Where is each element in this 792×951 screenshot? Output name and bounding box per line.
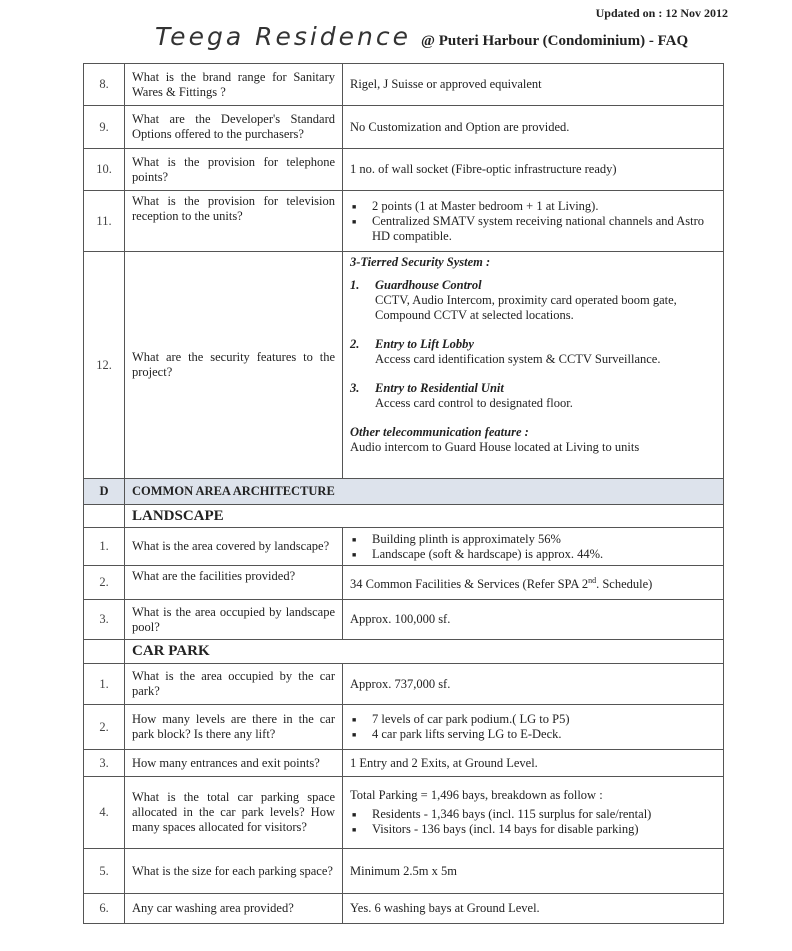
- answer-lead: Total Parking = 1,496 bays, breakdown as follow :: [350, 788, 603, 802]
- page-header: [155, 22, 688, 51]
- table-row: [84, 849, 724, 894]
- row-number: 3.: [84, 750, 125, 777]
- answer-list: [350, 712, 716, 742]
- row-number: 3.: [84, 600, 125, 640]
- table-row: [84, 106, 724, 149]
- answer-list: [350, 199, 716, 244]
- row-number: 1.: [84, 664, 125, 705]
- page-subtitle: @ Puteri Harbour (Condominium) - FAQ: [421, 33, 689, 49]
- table-row: [84, 149, 724, 191]
- item-title: Entry to Residential Unit: [375, 381, 504, 395]
- row-number: 10.: [84, 149, 125, 191]
- answer: Approx. 737,000 sf.: [343, 664, 724, 705]
- list-item: ■ 4 car park lifts serving LG to E-Deck.: [372, 727, 716, 742]
- other-feature-description: Audio intercom to Guard House located at Living to units: [350, 440, 640, 454]
- item-title: Guardhouse Control: [375, 278, 482, 292]
- table-row: [84, 528, 724, 566]
- row-number: 6.: [84, 894, 125, 924]
- subsection-header: [84, 640, 724, 664]
- table-row: [84, 750, 724, 777]
- row-number: 8.: [84, 64, 125, 106]
- answer: [343, 777, 724, 849]
- answer-list: [350, 532, 716, 562]
- list-item: ■ Visitors - 136 bays (incl. 14 bays for disable parking): [372, 822, 716, 837]
- table-row: [84, 64, 724, 106]
- question: What is the area occupied by the car park?: [125, 664, 343, 705]
- answer: 1 Entry and 2 Exits, at Ground Level.: [343, 750, 724, 777]
- section-title: COMMON AREA ARCHITECTURE: [125, 479, 724, 505]
- table-row: [84, 600, 724, 640]
- answer: [343, 252, 724, 479]
- answer-list: [350, 807, 716, 837]
- subsection-title: CAR PARK: [125, 640, 724, 664]
- item-description: Access card identification system & CCTV Surveillance.: [375, 352, 661, 366]
- row-number: 12.: [84, 252, 125, 479]
- faq-table: [83, 63, 724, 924]
- question: How many levels are there in the car park block? Is there any lift?: [125, 705, 343, 750]
- question: What are the facilities provided?: [125, 566, 343, 600]
- table-row: [84, 566, 724, 600]
- question: What is the area covered by landscape?: [125, 528, 343, 566]
- answer: 1 no. of wall socket (Fibre-optic infrastructure ready): [343, 149, 724, 191]
- item-number: 2.: [350, 337, 360, 351]
- item-description: CCTV, Audio Intercom, proximity card operated boom gate, Compound CCTV at selected locations.: [375, 293, 677, 322]
- item-number: 1.: [350, 278, 360, 292]
- table-row: [84, 894, 724, 924]
- row-number: 5.: [84, 849, 125, 894]
- question: What are the Developer's Standard Options offered to the purchasers?: [125, 106, 343, 149]
- question: What are the security features to the project?: [125, 252, 343, 479]
- subsection-title: LANDSCAPE: [125, 505, 724, 528]
- row-number: 1.: [84, 528, 125, 566]
- table-row: [84, 191, 724, 252]
- answer: [343, 528, 724, 566]
- section-letter: D: [84, 479, 125, 505]
- table-row: [84, 705, 724, 750]
- section-header: [84, 479, 724, 505]
- row-number: 4.: [84, 777, 125, 849]
- superscript: nd: [588, 575, 597, 585]
- row-number: 11.: [84, 191, 125, 252]
- answer: Rigel, J Suisse or approved equivalent: [343, 64, 724, 106]
- list-item: ■ Centralized SMATV system receiving national channels and Astro HD compatible.: [372, 214, 716, 244]
- answer: No Customization and Option are provided.: [343, 106, 724, 149]
- question: What is the size for each parking space?: [125, 849, 343, 894]
- question: What is the area occupied by landscape pool?: [125, 600, 343, 640]
- answer-text: . Schedule): [596, 577, 653, 592]
- security-item: [350, 278, 716, 323]
- row-number: 2.: [84, 566, 125, 600]
- list-item: ■ 7 levels of car park podium.( LG to P5): [372, 712, 716, 727]
- list-item: ■ 2 points (1 at Master bedroom + 1 at Living).: [372, 199, 716, 214]
- table-row: [84, 252, 724, 479]
- item-description: Access card control to designated floor.: [375, 396, 573, 410]
- row-number: 2.: [84, 705, 125, 750]
- table-row: [84, 664, 724, 705]
- question: What is the total car parking space allocated in the car park levels? How many spaces allocated for visitors?: [125, 777, 343, 849]
- answer: [343, 705, 724, 750]
- list-item: ■ Building plinth is approximately 56%: [372, 532, 716, 547]
- question: What is the brand range for Sanitary Wares & Fittings ?: [125, 64, 343, 106]
- answer: [343, 566, 724, 600]
- question: Any car washing area provided?: [125, 894, 343, 924]
- subsection-header: [84, 505, 724, 528]
- question: What is the provision for television reception to the units?: [125, 191, 343, 252]
- updated-date: Updated on : 12 Nov 2012: [595, 6, 728, 20]
- answer: Approx. 100,000 sf.: [343, 600, 724, 640]
- answer: Yes. 6 washing bays at Ground Level.: [343, 894, 724, 924]
- security-heading: 3-Tierred Security System :: [350, 255, 491, 269]
- question: What is the provision for telephone points?: [125, 149, 343, 191]
- security-item: [350, 337, 716, 367]
- answer: [343, 191, 724, 252]
- brand-title: Teega Residence: [155, 22, 412, 51]
- other-feature-title: Other telecommunication feature :: [350, 425, 529, 439]
- row-number: 9.: [84, 106, 125, 149]
- answer-text: 34 Common Facilities & Services (Refer SPA 2: [350, 577, 589, 592]
- question: How many entrances and exit points?: [125, 750, 343, 777]
- item-title: Entry to Lift Lobby: [375, 337, 474, 351]
- table-row: [84, 777, 724, 849]
- list-item: ■ Landscape (soft & hardscape) is approx. 44%.: [372, 547, 716, 562]
- answer: Minimum 2.5m x 5m: [343, 849, 724, 894]
- security-item: [350, 381, 716, 411]
- list-item: ■ Residents - 1,346 bays (incl. 115 surplus for sale/rental): [372, 807, 716, 822]
- item-number: 3.: [350, 381, 360, 395]
